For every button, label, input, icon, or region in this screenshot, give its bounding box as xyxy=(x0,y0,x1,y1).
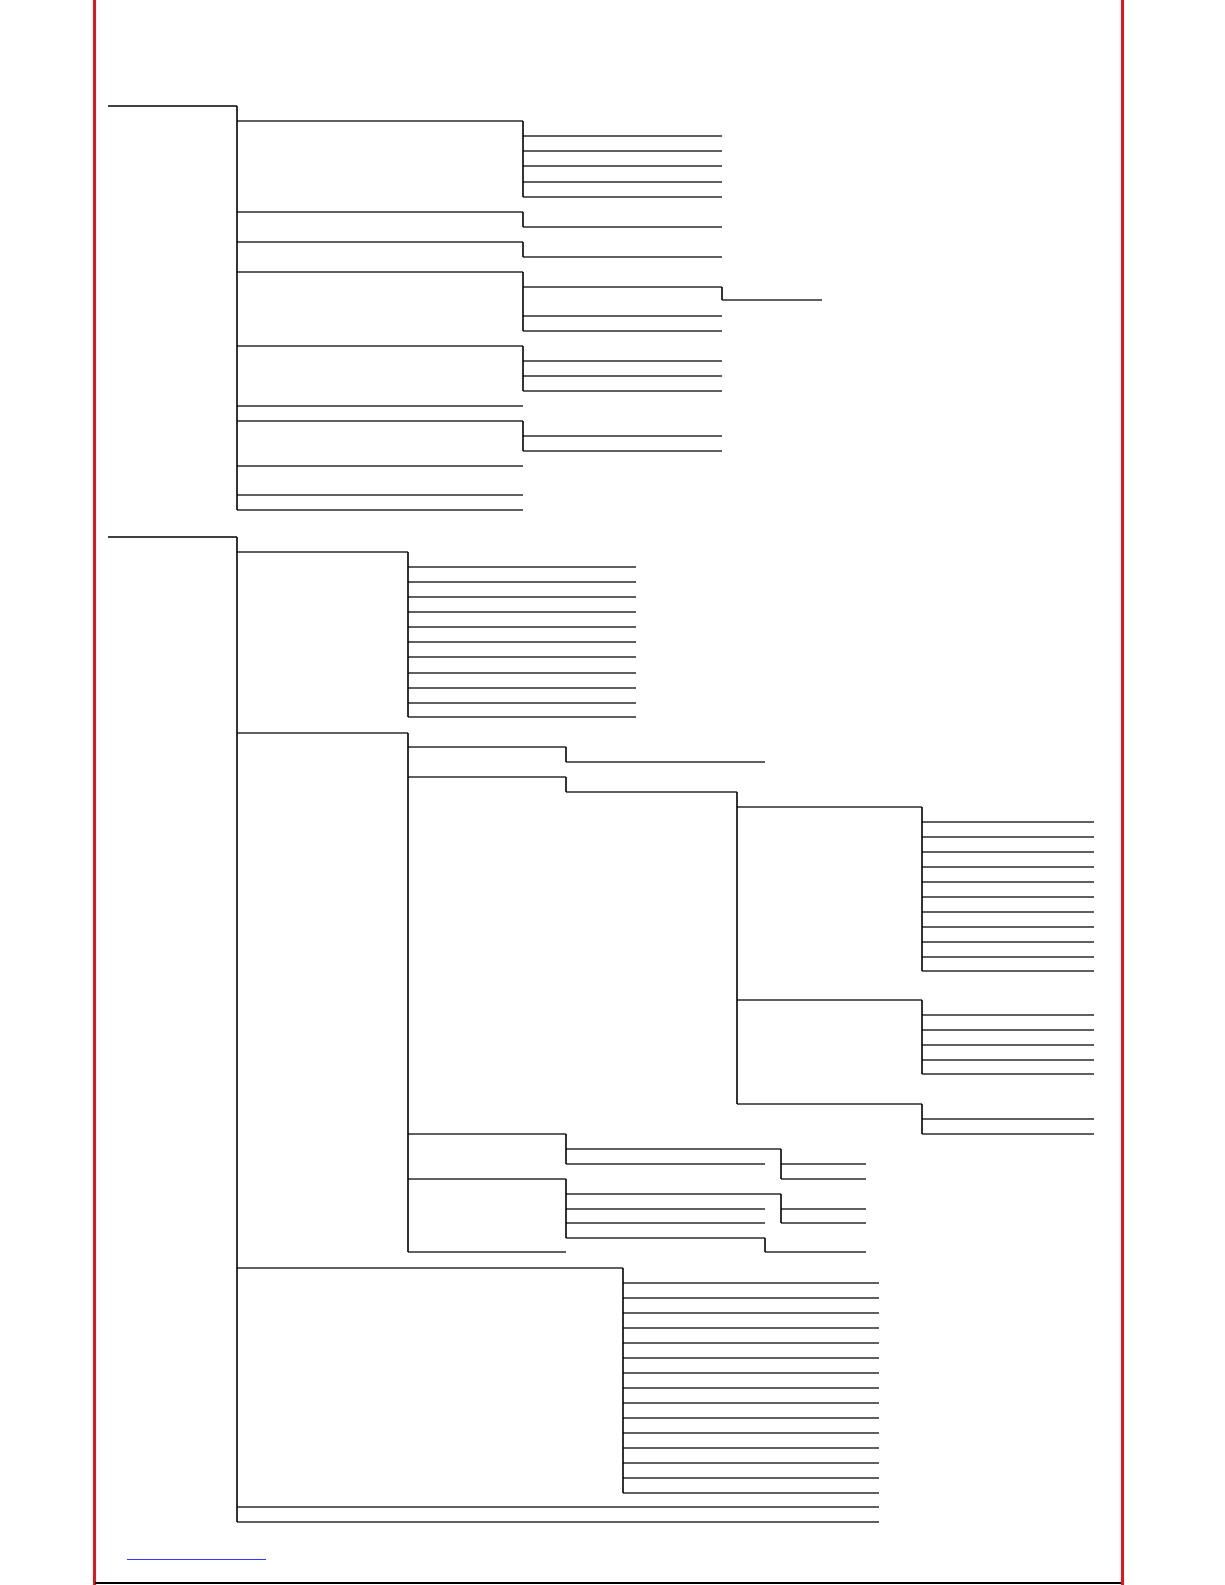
footer-link-underline[interactable] xyxy=(127,1559,266,1560)
footer-rule xyxy=(95,1582,1121,1584)
